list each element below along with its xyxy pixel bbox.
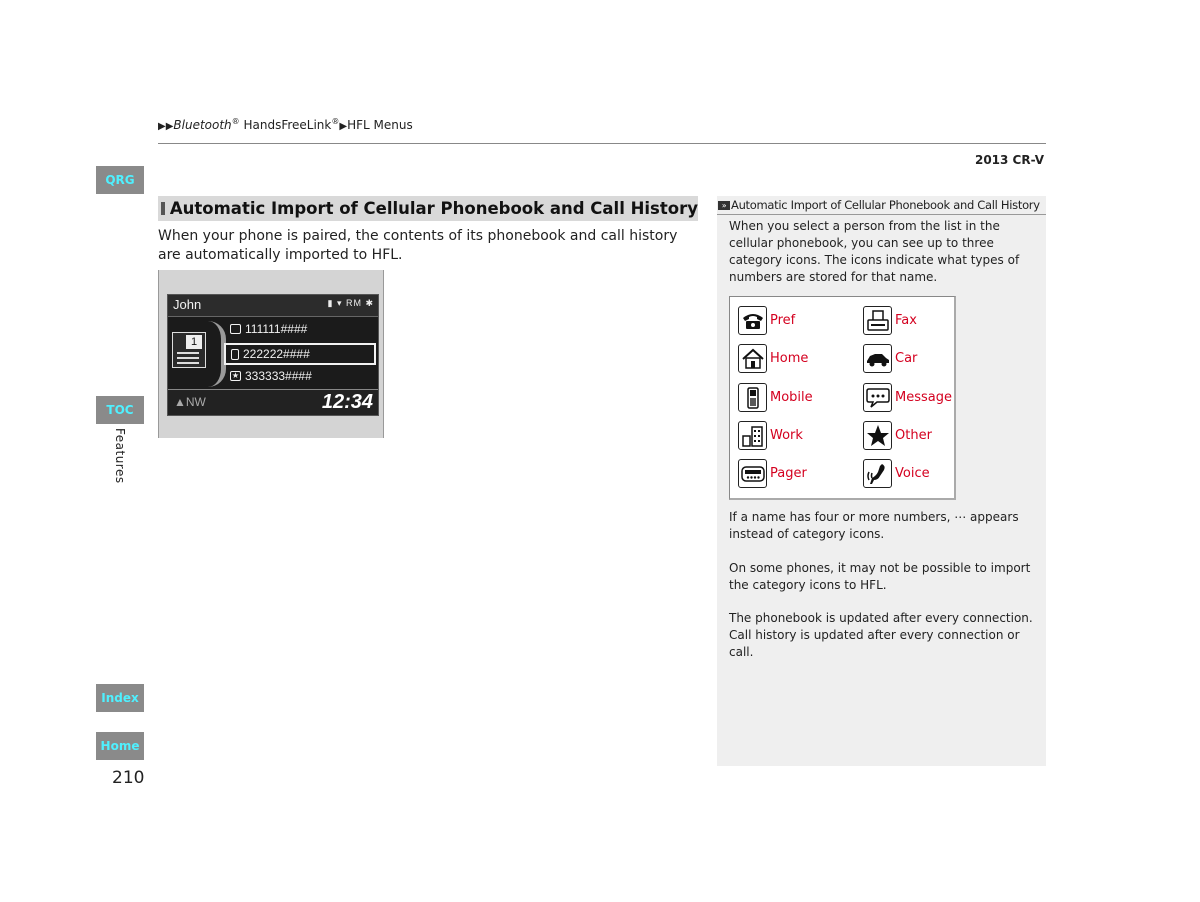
status-icons: ▮ ▾ RM ✱ (327, 298, 374, 308)
list-item: 111111#### (230, 322, 307, 336)
voice-icon (863, 459, 892, 488)
page-number: 210 (112, 768, 145, 788)
reference-arrow-icon: » (718, 201, 730, 210)
sidebar-note (717, 196, 1046, 766)
pager-icon (738, 459, 767, 488)
screen-footer (168, 389, 378, 415)
breadcrumb-handsfreelink[interactable]: HandsFreeLink (239, 118, 332, 132)
telephone-icon (230, 324, 241, 334)
breadcrumb-hfl-menus[interactable]: HFL Menus (347, 118, 413, 132)
sidebar-paragraph: When you select a person from the list in the cellular phonebook, you can see up to three category icons. The icons indicate what types of numbers are stored for that name. (729, 219, 1020, 284)
category-fax: Fax (863, 306, 917, 335)
category-message: Message (863, 383, 952, 412)
contact-name: John (173, 297, 202, 312)
category-work: Work (738, 421, 803, 450)
category-other: Other (863, 421, 932, 450)
sidebar-paragraph: On some phones, it may not be possible to import the category icons to HFL. (729, 561, 1031, 592)
category-pager: Pager (738, 459, 807, 488)
category-car: Car (863, 344, 917, 373)
category-icon-table (729, 296, 956, 500)
list-item: ★ 333333#### (231, 369, 312, 383)
section-label: Features (113, 428, 127, 484)
star-icon (863, 421, 892, 450)
house-icon (738, 344, 767, 373)
breadcrumb-arrows: ▶▶ (158, 121, 174, 132)
star-icon: ★ (231, 371, 240, 380)
category-home: Home (738, 344, 808, 373)
mobile-phone-icon (231, 349, 239, 360)
category-mobile: Mobile (738, 383, 813, 412)
phonebook-icon: 1 (172, 332, 206, 368)
toc-button[interactable]: TOC (96, 396, 144, 424)
body-paragraph: When your phone is paired, the contents of its phonebook and call history are automatically imported to HFL. (158, 228, 678, 263)
mobile-phone-icon (738, 383, 767, 412)
screen-header (168, 295, 378, 317)
heading-square-icon (161, 202, 165, 215)
clock: 12:34 (321, 391, 373, 413)
sidebar-paragraph: If a name has four or more numbers, ⋯ appears instead of category icons. (729, 510, 1019, 541)
building-icon (738, 421, 767, 450)
fax-icon (863, 306, 892, 335)
display-illustration (158, 270, 384, 438)
category-voice: Voice (863, 459, 930, 488)
page-title: Automatic Import of Cellular Phonebook and Call History (169, 199, 698, 218)
breadcrumb-bluetooth[interactable]: Bluetooth (173, 118, 232, 132)
compass-heading: ▲NW (174, 395, 206, 409)
qrg-button[interactable]: QRG (96, 166, 144, 194)
index-button[interactable]: Index (96, 684, 144, 712)
sidebar-title: » Automatic Import of Cellular Phonebook and Call History (717, 196, 1046, 215)
home-button[interactable]: Home (96, 732, 144, 760)
telephone-icon (738, 306, 767, 335)
car-icon (863, 344, 892, 373)
speech-bubble-icon (863, 383, 892, 412)
section-heading (158, 196, 698, 221)
model-label: 2013 CR-V (974, 153, 1044, 167)
category-pref: Pref (738, 306, 795, 335)
hfl-screen (167, 294, 379, 416)
list-item-selected: 222222#### (224, 343, 376, 365)
sidebar-paragraph: The phonebook is updated after every connection. Call history is updated after every connection or call. (729, 611, 1033, 659)
header-rule (158, 143, 1046, 144)
breadcrumb: ▶▶Bluetooth® HandsFreeLink®▶HFL Menus (158, 117, 413, 132)
